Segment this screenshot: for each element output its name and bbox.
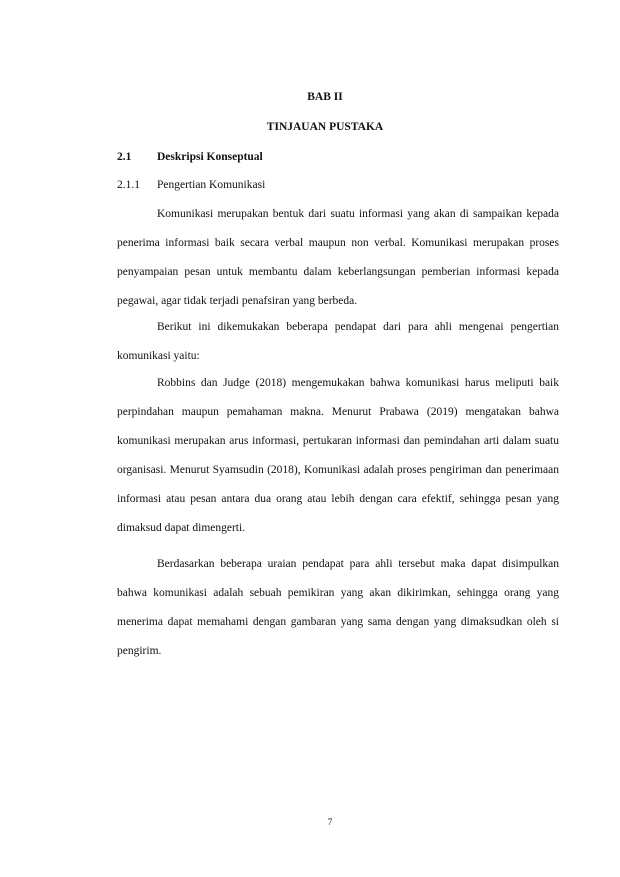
subsection-title: Pengertian Komunikasi bbox=[157, 179, 266, 191]
chapter-number: BAB II bbox=[307, 91, 343, 103]
paragraph-expert-opinions: Robbins dan Judge (2018) mengemukakan bahwa komunikasi harus meliputi baik perpindahan maupun pemahaman makna. Menurut Prabawa (2019) mengatakan bahwa komunikasi merupakan arus informasi, pertukaran informasi dan pemindahan arti dalam suatu organisasi. Menurut Syamsudin (2018), Komunikasi adalah proses pengiriman dan penerimaan informasi atau pesan antara dua orang atau lebih dengan cara efektif, sehingga pesan yang dimaksud dapat dimengerti. bbox=[117, 377, 559, 534]
paragraph-definition: Komunikasi merupakan bentuk dari suatu informasi yang akan di sampaikan kepada penerima informasi baik secara verbal maupun non verbal. Komunikasi merupakan proses penyampaian pesan untuk membantu dalam keberlangsungan pemberian informasi kepada pegawai, agar tidak terjadi penafsiran yang berbeda. bbox=[117, 208, 559, 307]
subsection-number: 2.1.1 bbox=[117, 179, 140, 191]
subsection-heading bbox=[117, 178, 265, 192]
paragraph-intro-experts: Berikut ini dikemukakan beberapa pendapat dari para ahli mengenai pengertian komunikasi yaitu: bbox=[117, 321, 559, 362]
paragraph-conclusion: Berdasarkan beberapa uraian pendapat para ahli tersebut maka dapat disimpulkan bahwa komunikasi adalah sebuah pemikiran yang akan dikirimkan, sehingga orang yang menerima dapat memahami dengan gambaran yang sama dengan yang dimaksudkan oleh si pengirim. bbox=[117, 558, 559, 657]
section-title: Deskripsi Konseptual bbox=[157, 151, 263, 163]
section-number: 2.1 bbox=[117, 151, 132, 163]
chapter-title: TINJAUAN PUSTAKA bbox=[266, 121, 384, 133]
page-number: 7 bbox=[327, 817, 333, 827]
section-heading bbox=[117, 150, 263, 164]
